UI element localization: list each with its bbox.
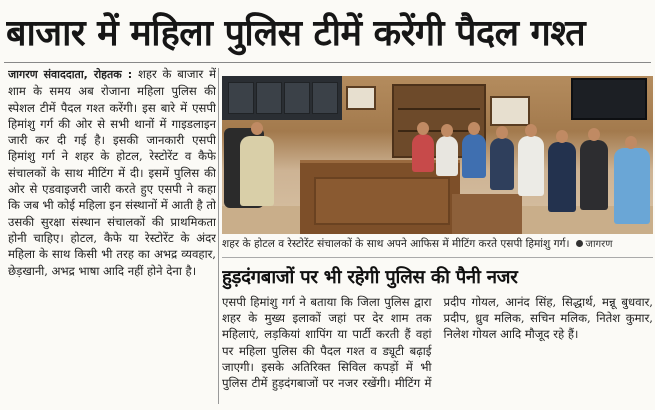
photo-person xyxy=(240,136,274,206)
photo-tv xyxy=(571,78,647,120)
photo-person xyxy=(614,148,650,224)
byline: जागरण संवाददाता, रोहतक : xyxy=(8,68,133,81)
left-column-text: शहर के बाजार में शाम के समय अब रोजाना महिला पुलिस की स्पेशल टीमें पैदल गश्त करेंगी। इस बारे में एसपी हिमांशु गर्ग की ओर से सभी थानों में गाइडलाइन जारी कर दी गई है। इसकी जानकारी एसपी हिमांशु गर्ग ने शहर के होटल, रेस्टोरेंट व कैफे संचालकों के साथ मीटिंग में दी। इसमें पुलिस की ओर से एडवाइजरी जारी करते हुए एसपी ने कहा कि जब भी कोई महिला इन संस्थानों में आती है तो उसकी सुरक्षा संस्थान संचालकों की प्राथमिकता होनी चाहिए। होटल, कैफे या रेस्टोरेंट के अंदर महिला के साथ किसी भी तरह का अभद्र व्यवहार, छेड़खानी, अभद्र भाषा आदि नहीं होने देना है। xyxy=(8,67,216,278)
column-divider xyxy=(218,68,219,404)
photo-person xyxy=(518,136,544,196)
left-column-article xyxy=(8,66,216,406)
photo-person xyxy=(462,134,486,178)
section-rule xyxy=(222,257,653,258)
photo-caption xyxy=(222,236,653,252)
headline-rule xyxy=(4,62,651,63)
photo-person xyxy=(436,136,458,176)
photo-head xyxy=(251,122,263,135)
photo-person xyxy=(548,142,576,212)
subhead-article: एसपी हिमांशु गर्ग ने बताया कि जिला पुलिस द्वारा शहर के मुख्य इलाकों जहां पर देर शाम तक महिलाएं, लड़कियां शापिंग या पार्टी करती हैं वहां पर महिला पुलिस की पैदल गश्त व ड्यूटी बढ़ाई जाएगी। इसके अतिरिक्त सिविल कपड़ों में भी पुलिस टीमें हुड़दंगबाजों पर नजर रखेंगी। मीटिंग में प्रदीप गोयल, आनंद सिंह, सिद्धार्थ, मन्नू बुधवार, प्रदीप, ध्रुव मलिक, सचिन मलिक, नितेश कुमार, निलेश गोयल आदि मौजूद रहे हैं। xyxy=(222,295,653,391)
photo-caption-text: शहर के होटल व रेस्टोरेंट संचालकों के साथ अपने आफिस में मीटिंग करते एसपी हिमांशु गर्ग। xyxy=(222,238,570,250)
bullet-icon xyxy=(576,240,583,247)
subhead: हुड़दंगबाजों पर भी रहेगी पुलिस की पैनी नजर xyxy=(222,267,518,288)
photo-person xyxy=(490,138,514,190)
photo-table xyxy=(452,194,522,234)
photo-credit: जागरण xyxy=(585,239,613,250)
meeting-photo xyxy=(222,76,653,234)
headline: बाजार में महिला पुलिस टीमें करेंगी पैदल गश्त xyxy=(6,13,586,54)
photo-person xyxy=(412,134,434,172)
photo-person xyxy=(580,140,608,210)
photo-window xyxy=(222,76,342,120)
photo-wall-frame xyxy=(346,86,376,110)
photo-wall-frame xyxy=(490,96,530,126)
